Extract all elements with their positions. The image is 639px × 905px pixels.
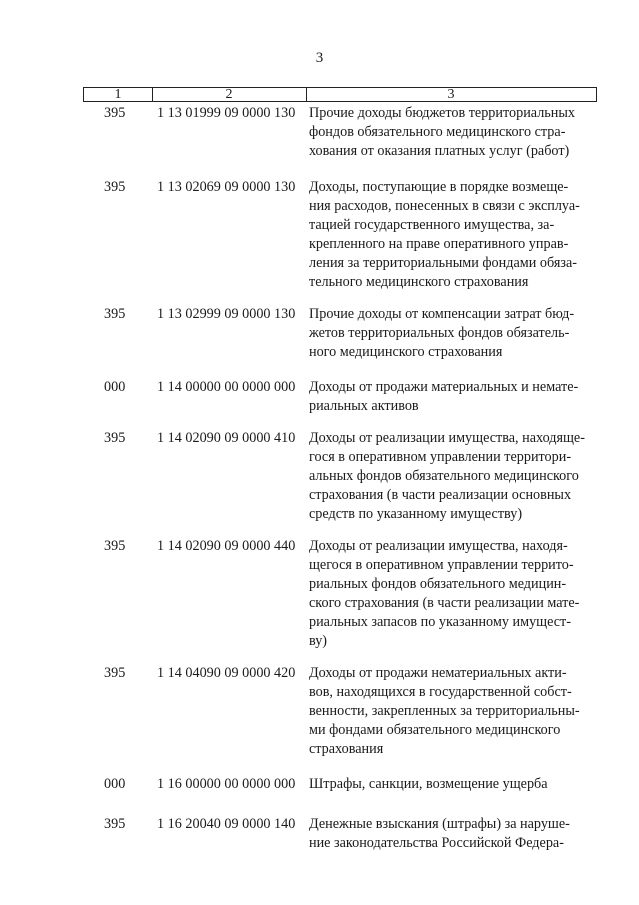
budget-code: 1 13 02069 09 0000 130	[157, 179, 296, 195]
description-line: ного медицинского страхования	[309, 344, 503, 360]
description-line: венности, закрепленных за территориальны-	[309, 703, 580, 719]
description-line: щегося в оперативном управлении террито-	[309, 557, 574, 573]
description-line: Денежные взыскания (штрафы) за наруше-	[309, 816, 570, 832]
description-line: тацией государственного имущества, за-	[309, 217, 555, 233]
description-line: альных фондов обязательного медицинского	[309, 468, 579, 484]
budget-code: 1 14 02090 09 0000 410	[157, 430, 296, 446]
table-header	[83, 87, 597, 102]
header-col-3: 3	[447, 87, 455, 102]
description-line: Доходы от реализации имущества, находяще-	[309, 430, 585, 446]
description-line: риальных запасов по указанному имущест-	[309, 614, 571, 630]
description-line: Доходы от реализации имущества, находя-	[309, 538, 568, 554]
income-description	[309, 178, 599, 292]
description-line: Штрафы, санкции, возмещение ущерба	[309, 776, 548, 792]
admin-code: 395	[104, 306, 126, 322]
description-line: Доходы, поступающие в порядке возмеще-	[309, 179, 569, 195]
description-line: ского страхования (в части реализации мате-	[309, 595, 580, 611]
budget-code: 1 14 02090 09 0000 440	[157, 538, 296, 554]
income-description	[309, 305, 599, 362]
income-description	[309, 429, 599, 524]
description-line: ления за территориальными фондами обяза-	[309, 255, 577, 271]
description-line: жетов территориальных фондов обязатель-	[309, 325, 570, 341]
budget-code: 1 16 20040 09 0000 140	[157, 816, 296, 832]
budget-code: 1 13 01999 09 0000 130	[157, 105, 296, 121]
budget-code: 1 14 00000 00 0000 000	[157, 379, 296, 395]
description-line: фондов обязательного медицинского стра-	[309, 124, 566, 140]
admin-code: 000	[104, 379, 126, 395]
header-col-2: 2	[152, 88, 307, 101]
budget-code: 1 16 00000 00 0000 000	[157, 776, 296, 792]
description-line: страхования (в части реализации основных	[309, 487, 572, 503]
description-line: ми фондами обязательного медицинского	[309, 722, 561, 738]
admin-code: 395	[104, 105, 126, 121]
income-description	[309, 775, 599, 794]
description-line: вов, находящихся в государственной собст-	[309, 684, 572, 700]
description-line: Прочие доходы от компенсации затрат бюд-	[309, 306, 575, 322]
description-line: ние законодательства Российской Федера-	[309, 835, 564, 851]
income-description	[309, 378, 599, 416]
description-line: средств по указанному имуществу)	[309, 506, 523, 522]
description-line: крепленного на праве оперативного управ-	[309, 236, 569, 252]
description-line: Доходы от продажи материальных и немате-	[309, 379, 579, 395]
admin-code: 395	[104, 179, 126, 195]
admin-code: 395	[104, 538, 126, 554]
income-description	[309, 104, 599, 161]
description-line: ния расходов, понесенных в связи с эксплуа-	[309, 198, 580, 214]
description-line: риальных активов	[309, 398, 419, 414]
header-col-1: 1	[84, 88, 153, 101]
description-line: Прочие доходы бюджетов территориальных	[309, 105, 575, 121]
description-line: ву)	[309, 633, 328, 649]
budget-code: 1 13 02999 09 0000 130	[157, 306, 296, 322]
description-line: риальных фондов обязательного медицин-	[309, 576, 567, 592]
income-description	[309, 815, 599, 853]
admin-code: 395	[104, 816, 126, 832]
page-number: 3	[315, 50, 324, 66]
income-description	[309, 537, 599, 651]
income-description	[309, 664, 599, 759]
admin-code: 395	[104, 665, 126, 681]
admin-code: 395	[104, 430, 126, 446]
description-line: Доходы от продажи нематериальных акти-	[309, 665, 567, 681]
description-line: гося в оперативном управлении территори-	[309, 449, 572, 465]
description-line: страхования	[309, 741, 384, 757]
description-line: хования от оказания платных услуг (работ)	[309, 143, 570, 159]
admin-code: 000	[104, 776, 126, 792]
description-line: тельного медицинского страхования	[309, 274, 529, 290]
budget-code: 1 14 04090 09 0000 420	[157, 665, 296, 681]
